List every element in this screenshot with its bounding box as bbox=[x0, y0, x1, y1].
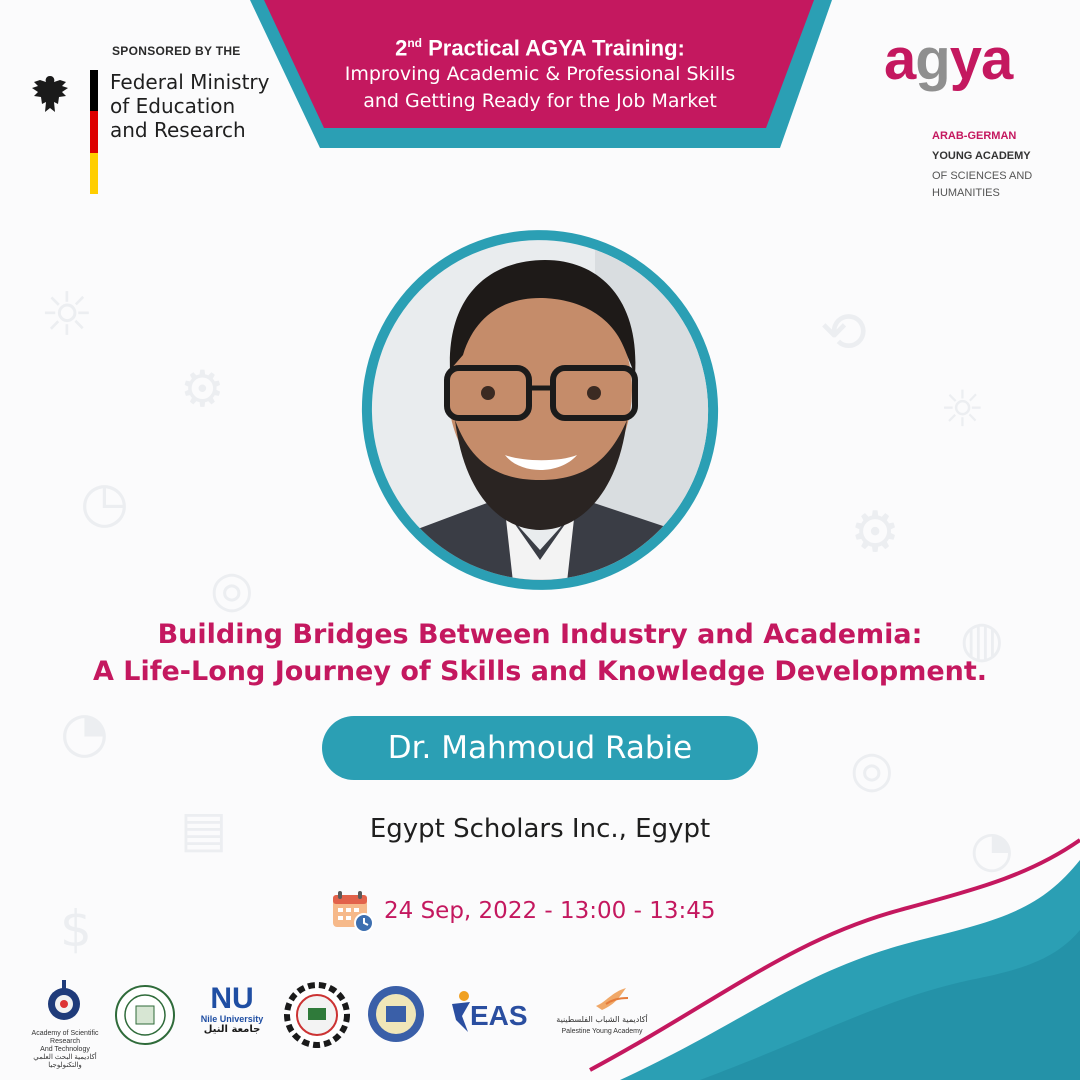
institution-seal-icon bbox=[366, 984, 426, 1044]
asrt-label: Academy of Scientific Research And Technology أكاديمية البحث العلمي والتكنولوجيا bbox=[31, 1030, 99, 1069]
clock-icon: ◔ bbox=[60, 700, 109, 765]
agya-line2: YOUNG ACADEMY bbox=[932, 150, 1031, 162]
speaker-affiliation: Egypt Scholars Inc., Egypt bbox=[369, 814, 711, 844]
banner-subtitle-line2: and Getting Ready for the Job Market bbox=[363, 90, 717, 113]
document-icon: ▤ bbox=[180, 800, 228, 858]
agya-logo bbox=[884, 27, 1054, 210]
eagle-icon bbox=[30, 72, 70, 122]
sponsor-label: SPONSORED BY THE bbox=[112, 44, 241, 58]
talk-title-line2: A Life-Long Journey of Skills and Knowledge Development. bbox=[92, 656, 988, 687]
nile-university-arabic: جامعة النيل bbox=[203, 1024, 261, 1035]
speaker-photo bbox=[355, 230, 725, 600]
lightbulb-icon: ☼ bbox=[40, 280, 94, 350]
agya-line1: ARAB-GERMAN bbox=[932, 130, 1017, 142]
eas-logo bbox=[448, 990, 528, 1040]
nile-university-logo bbox=[198, 984, 266, 1044]
german-flag-bar bbox=[90, 70, 98, 194]
eas-mark: EAS bbox=[470, 1000, 528, 1031]
target-icon: ◎ bbox=[210, 560, 254, 618]
event-date-text: 24 Sep, 2022 - 13:00 - 13:45 bbox=[384, 898, 716, 924]
gear-icon: ⚙ bbox=[850, 500, 901, 565]
share-icon: ⟲ bbox=[820, 300, 867, 365]
university-seal-icon bbox=[114, 984, 176, 1046]
talk-title bbox=[0, 616, 1080, 690]
palestine-young-academy-logo bbox=[552, 984, 652, 1044]
clock-icon: ◔ bbox=[970, 820, 1014, 878]
nile-university-name: Nile University bbox=[200, 1014, 264, 1024]
pya-arabic: أكاديمية الشباب الفلسطينية bbox=[556, 1015, 648, 1024]
calendar-clock-icon bbox=[330, 888, 376, 934]
sponsor-name: Federal Ministry of Education and Research bbox=[110, 70, 270, 142]
speaker-badge bbox=[322, 716, 758, 780]
banner-title: 2nd Practical AGYA Training: bbox=[395, 35, 685, 61]
gear-logo-icon bbox=[284, 982, 350, 1048]
target-icon: ◎ bbox=[850, 740, 894, 798]
banner bbox=[290, 30, 790, 115]
agya-wordmark: agya bbox=[884, 27, 1013, 92]
asrt-logo-icon bbox=[34, 978, 94, 1028]
nile-university-mark: NU bbox=[210, 982, 254, 1015]
speaker-name: Dr. Mahmoud Rabie bbox=[387, 730, 693, 766]
lightbulb-icon: ☼ bbox=[940, 380, 985, 438]
banner-subtitle-line1: Improving Academic & Professional Skills bbox=[344, 63, 736, 86]
sponsor-block bbox=[30, 44, 280, 204]
globe-icon: ◍ bbox=[960, 610, 1004, 668]
chart-icon: ◷ bbox=[80, 470, 129, 535]
bird-icon bbox=[592, 984, 632, 1014]
gear-icon: ⚙ bbox=[180, 360, 225, 418]
dollar-icon: $ bbox=[60, 900, 92, 958]
agya-line3: OF SCIENCES AND HUMANITIES bbox=[932, 170, 1033, 199]
pya-name: Palestine Young Academy bbox=[561, 1028, 643, 1035]
talk-title-line1: Building Bridges Between Industry and Academia: bbox=[157, 619, 923, 650]
